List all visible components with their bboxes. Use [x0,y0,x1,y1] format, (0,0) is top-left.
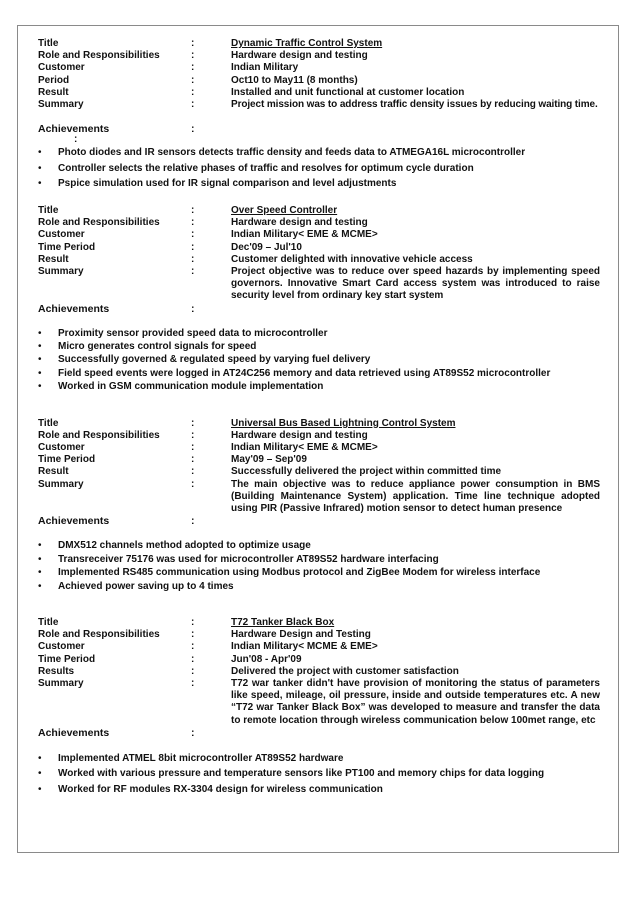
project-dynamic-traffic [38,38,600,192]
field-row [38,266,600,303]
achievements-heading [38,123,600,135]
achievement-text: Controller selects the relative phases of traffic and resolves for optimum cycle duration [58,162,474,174]
achievement-text: Micro generates control signals for speed [58,341,257,353]
field-value: Hardware design and testing [231,217,368,229]
bullet-icon: • [38,580,42,592]
field-colon: : [191,123,195,136]
field-colon: : [191,478,195,490]
field-row [38,99,600,111]
field-label: Result [38,86,69,98]
achievement-text: Photo diodes and IR sensors detects traffic density and feeds data to ATMEGA16L microcontroller [58,147,526,159]
achievement-text: DMX512 channels method adopted to optimize usage [58,540,311,552]
achievement-text: Transreceiver 75176 was used for microcontroller AT89S52 hardware interfacing [58,553,439,565]
field-label: Customer [38,442,85,454]
field-row [38,442,600,454]
field-row [38,254,600,266]
achievements-list [38,327,600,394]
bullet-icon: • [38,567,42,579]
field-value: T72 war tanker didn't have provision of monitoring the status of parameters like speed, mileage, oil pressure, inside and outside temperatures etc. A new “T72 war Tanker Black Box” was developed to measure and transfer the data to remote location through wireless communication below 100met range, etc [231,677,600,726]
field-colon: : [191,641,195,653]
field-label: Time Period [38,653,96,665]
achievements-list [38,539,600,593]
resume-projects [38,36,600,798]
list-item [38,161,600,177]
field-label: Result [38,253,69,265]
field-value: Indian Military [231,62,299,74]
field-value: Successfully delivered the project within committed time [231,466,502,478]
achievement-text: Pspice simulation used for IR signal comparison and level adjustments [58,178,397,190]
bullet-icon: • [38,354,42,366]
field-label: Summary [38,266,84,278]
field-value: Dec'09 – Jul'10 [231,241,302,253]
field-value: Jun'08 - Apr'09 [231,653,302,665]
field-colon: : [191,217,195,229]
field-value: Project mission was to address traffic density issues by reducing waiting time. [231,99,598,111]
bullet-icon: • [38,367,42,379]
bullet-icon: • [38,178,42,190]
field-row [38,466,600,478]
field-row [38,75,600,87]
field-colon: : [191,38,195,49]
field-colon: : [191,429,195,441]
bullet-icon: • [38,341,42,353]
field-row [38,205,600,217]
achievement-text: Worked with various pressure and temperature sensors like PT100 and memory chips for data logging [58,768,545,780]
field-colon: : [191,50,195,62]
achievements-heading [38,515,600,527]
field-row [38,62,600,74]
field-colon: : [191,62,195,74]
field-colon: : [191,616,195,628]
field-row [38,229,600,241]
bullet-icon: • [38,381,42,393]
field-label: Time Period [38,454,96,466]
field-label: Title [38,616,59,628]
field-label: Period [38,74,70,86]
field-colon: : [191,229,195,241]
list-item [38,176,600,192]
field-value: Delivered the project with customer satisfaction [231,665,459,677]
bullet-icon: • [38,553,42,565]
list-item [38,580,600,593]
field-label: Role and Responsibilities [38,429,160,441]
list-item [38,367,600,380]
project-title: Over Speed Controller [231,205,338,216]
field-row [38,430,600,442]
field-colon: : [191,653,195,665]
achievements-label: Achievements [38,123,110,136]
list-item [38,766,600,782]
field-value: Hardware design and testing [231,50,368,62]
field-label: Title [38,38,59,49]
bullet-icon: • [38,540,42,552]
achievement-text: Implemented RS485 communication using Modbus protocol and ZigBee Modem for wireless interface [58,567,541,579]
field-colon: : [191,205,195,216]
field-row [38,654,600,666]
field-label: Summary [38,478,84,490]
field-colon: : [191,417,195,429]
bullet-icon: • [38,752,42,764]
field-label: Result [38,466,69,478]
list-item [38,327,600,340]
field-value: Project objective was to reduce over speed hazards by implementing speed governors. Innovative Smart Card access system was introduced to raise security level from ordinary key start system [231,266,600,302]
field-row [38,87,600,99]
field-colon: : [191,442,195,454]
project-title: Dynamic Traffic Control System [231,38,383,49]
field-label: Role and Responsibilities [38,50,160,62]
field-value: Oct10 to May11 (8 months) [231,74,358,86]
field-colon: : [191,515,195,528]
field-label: Role and Responsibilities [38,629,160,641]
achievements-heading [38,727,600,739]
achievement-text: Successfully governed & regulated speed by varying fuel delivery [58,354,371,366]
list-item [38,782,600,798]
field-row [38,50,600,62]
bullet-icon: • [38,768,42,780]
field-colon: : [191,677,195,689]
list-item [38,566,600,579]
achievements-list [38,751,600,798]
field-value: May'09 – Sep'09 [231,454,307,466]
achievement-text: Worked in GSM communication module implementation [58,381,324,393]
field-label: Summary [38,677,84,689]
list-item [38,751,600,767]
field-value: Hardware design and testing [231,429,368,441]
field-colon: : [191,86,195,98]
achievement-text: Implemented ATMEL 8bit microcontroller AT89S52 hardware [58,752,344,764]
field-colon: : [191,726,195,739]
field-row [38,217,600,229]
list-item [38,340,600,353]
project-lightning-control [38,418,600,593]
bullet-icon: • [38,147,42,159]
field-value: Indian Military< EME & MCME> [231,442,378,454]
field-row [38,641,600,653]
list-item [38,380,600,393]
bullet-icon: • [38,327,42,339]
achievements-list [38,145,600,192]
field-colon: : [191,241,195,253]
list-item [38,145,600,161]
field-label: Time Period [38,241,96,253]
field-value: The main objective was to reduce appliance power consumption in BMS (Building Maintenance System) application. Time line technique adopted using PIR (Passive Infrared) motion sensor to detect human presence [231,478,600,515]
bullet-icon: • [38,783,42,795]
field-value: Installed and unit functional at customer location [231,86,465,98]
project-t72-black-box [38,617,600,798]
field-label: Customer [38,62,85,74]
achievements-heading [38,303,600,315]
achievement-text: Field speed events were logged in AT24C256 memory and data retrieved using AT89S52 microcontroller [58,367,551,379]
field-colon: : [191,99,195,111]
field-value: Hardware Design and Testing [231,629,371,641]
field-colon: : [191,74,195,86]
field-colon: : [191,266,195,278]
field-value: Indian Military< EME & MCME> [231,229,378,241]
bullet-icon: • [38,162,42,174]
field-colon: : [191,629,195,641]
list-item [38,553,600,566]
stray-colon: : [74,134,78,146]
field-row [38,242,600,254]
field-label: Title [38,205,59,216]
field-row [38,38,600,50]
project-over-speed [38,205,600,394]
field-label: Summary [38,99,84,111]
achievements-label: Achievements [38,726,110,739]
field-row [38,629,600,641]
field-colon: : [191,253,195,265]
list-item [38,353,600,366]
field-label: Role and Responsibilities [38,217,160,229]
achievements-label: Achievements [38,302,110,315]
field-row [38,678,600,727]
field-colon: : [191,665,195,677]
list-item [38,539,600,552]
field-row [38,454,600,466]
project-title: Universal Bus Based Lightning Control System [231,417,456,429]
project-title: T72 Tanker Black Box [231,616,335,628]
field-colon: : [191,454,195,466]
achievements-label: Achievements [38,515,110,528]
field-label: Results [38,665,75,677]
field-label: Customer [38,229,85,241]
field-value: Indian Military< MCME & EME> [231,641,378,653]
field-row [38,617,600,629]
field-row [38,479,600,516]
field-colon: : [191,302,195,315]
field-row [38,418,600,430]
field-row [38,666,600,678]
field-value: Customer delighted with innovative vehicle access [231,253,473,265]
field-label: Customer [38,641,85,653]
field-colon: : [191,466,195,478]
achievement-text: Proximity sensor provided speed data to microcontroller [58,327,328,339]
achievement-text: Achieved power saving up to 4 times [58,580,234,592]
field-label: Title [38,417,59,429]
achievement-text: Worked for RF modules RX-3304 design for wireless communication [58,783,383,795]
